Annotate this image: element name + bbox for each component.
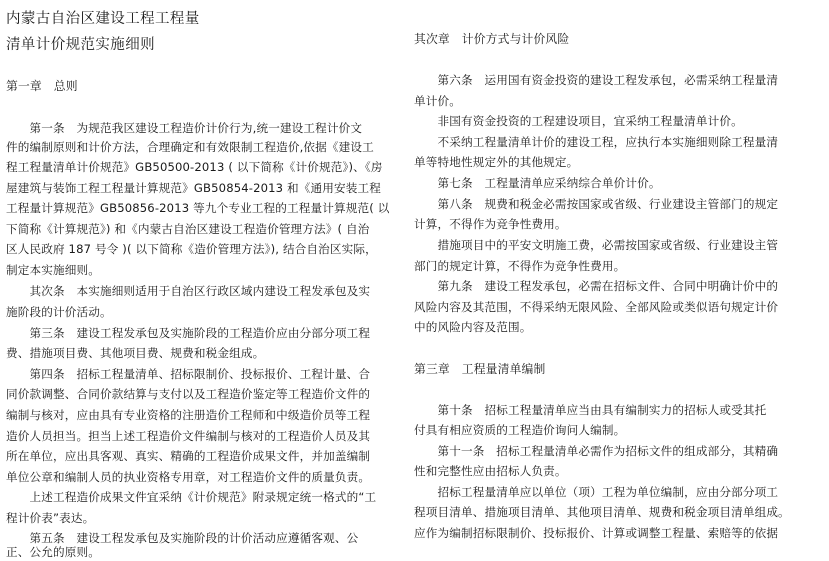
- document-title-line-1: 内蒙古自治区建设工程工程量: [6, 11, 200, 27]
- text-line: 第十条 招标工程量清单应当由具有编制实力的招标人或受其托: [414, 403, 767, 417]
- text-line: 单等特地性规定外的其他规定。: [414, 155, 579, 169]
- text-line: 上述工程造价成果文件宜采纳《计价规范》附录规定统一格式的“工: [6, 490, 377, 504]
- text-line: 同价款调整、合同价款结算与支付以及工程造价鉴定等工程造价文件的: [6, 387, 371, 401]
- text-line: 第七条 工程量清单应采纳综合单价计价。: [414, 176, 661, 190]
- text-line: 正、公允的原则。: [6, 545, 100, 559]
- text-line: 风险内容及其范围，不得采纳无限风险、全部风险或类似语句规定计价: [414, 300, 779, 314]
- text-line: 单位公章和编制人员的执业资格专用章，对工程造价文件的质量负责。: [6, 470, 371, 484]
- text-line: 第六条 运用国有资金投资的建设工程发承包，必需采纳工程量清: [414, 73, 779, 87]
- document-title-line-2: 清单计价规范实施细则: [6, 37, 155, 53]
- text-line: 第八条 规费和税金必需按国家或省级、行业建设主管部门的规定: [414, 197, 779, 211]
- text-line: 非国有资金投资的工程建设项目，宜采纳工程量清单计价。: [414, 114, 743, 128]
- text-line: 招标工程量清单应以单位（项）工程为单位编制，应由分部分项工: [414, 485, 779, 499]
- text-line: 性和完整性应由招标人负责。: [414, 464, 567, 478]
- text-line: 计算，不得作为竞争性费用。: [414, 217, 567, 231]
- text-line: 第一条 为规范我区建设工程造价计价行为,统一建设工程计价文: [6, 121, 363, 135]
- text-line: 不采纳工程量清单计价的建设工程，应执行本实施细则除工程量清: [414, 135, 779, 149]
- text-line: 区人民政府 187 号令 )( 以下简称《造价管理方法》), 结合自治区实际，: [6, 242, 377, 256]
- text-line: 第九条 建设工程发承包，必需在招标文件、合同中明确计价中的: [414, 279, 779, 293]
- chapter-2-heading: 其次章 计价方式与计价风险: [414, 32, 570, 46]
- text-line: 程项目清单、措施项目清单、其他项目清单、规费和税金项目清单组成。: [414, 505, 790, 519]
- text-line: 中的风险内容及范围。: [414, 320, 532, 334]
- text-line: 第三条 建设工程发承包及实施阶段的工程造价应由分部分项工程: [6, 326, 371, 340]
- text-line: 其次条 本实施细则适用于自治区行政区域内建设工程发承包及实: [6, 284, 371, 298]
- text-line: 件的编制原则和计价方法，合理确定和有效限制工程造价,依据《建设工: [6, 140, 374, 154]
- text-line: 屋建筑与装饰工程工程量计算规范》GB50854-2013 和《通用安装工程: [6, 181, 381, 195]
- text-line: 制定本实施细则。: [6, 263, 100, 277]
- chapter-1-heading: 第一章 总则: [6, 79, 78, 93]
- text-line: 部门的规定计算，不得作为竞争性费用。: [414, 259, 626, 273]
- text-line: 费、措施项目费、其他项目费、规费和税金组成。: [6, 346, 265, 360]
- text-line: 下简称《计算规范》) 和《内蒙古自治区建设工程造价管理方法》( 自治: [6, 222, 370, 236]
- text-line: 应作为编制招标限制价、投标报价、计算或调整工程量、索赔等的依据: [414, 526, 779, 540]
- text-line: 第十一条 招标工程量清单必需作为招标文件的组成部分，其精确: [414, 444, 779, 458]
- text-line: 所在单位，应出具客观、真实、精确的工程造价成果文件，并加盖编制: [6, 449, 371, 463]
- text-line: 程计价表”表达。: [6, 511, 95, 525]
- text-line: 措施项目中的平安文明施工费，必需按国家或省级、行业建设主管: [414, 238, 779, 252]
- text-line: 付具有相应资质的工程造价询问人编制。: [414, 423, 626, 437]
- text-line: 单计价。: [414, 94, 461, 108]
- text-line: 程工程量清单计价规范》GB50500-2013 ( 以下简称《计价规范》)、《房: [6, 160, 383, 174]
- text-line: 施阶段的计价活动。: [6, 305, 112, 319]
- chapter-3-heading: 第三章 工程量清单编制: [414, 362, 546, 376]
- text-line: 编制与核对，应由具有专业资格的注册造价工程师和中级造价员等工程: [6, 408, 371, 422]
- text-line: 工程量计算规范》GB50856-2013 等九个专业工程的工程量计算规范( 以: [6, 201, 390, 215]
- text-line: 第五条 建设工程发承包及实施阶段的计价活动应遵循客观、公: [6, 531, 359, 545]
- text-line: 第四条 招标工程量清单、招标限制价、投标报价、工程计量、合: [6, 367, 371, 381]
- text-line: 造价人员担当。担当上述工程造价文件编制与核对的工程造价人员及其: [6, 429, 371, 443]
